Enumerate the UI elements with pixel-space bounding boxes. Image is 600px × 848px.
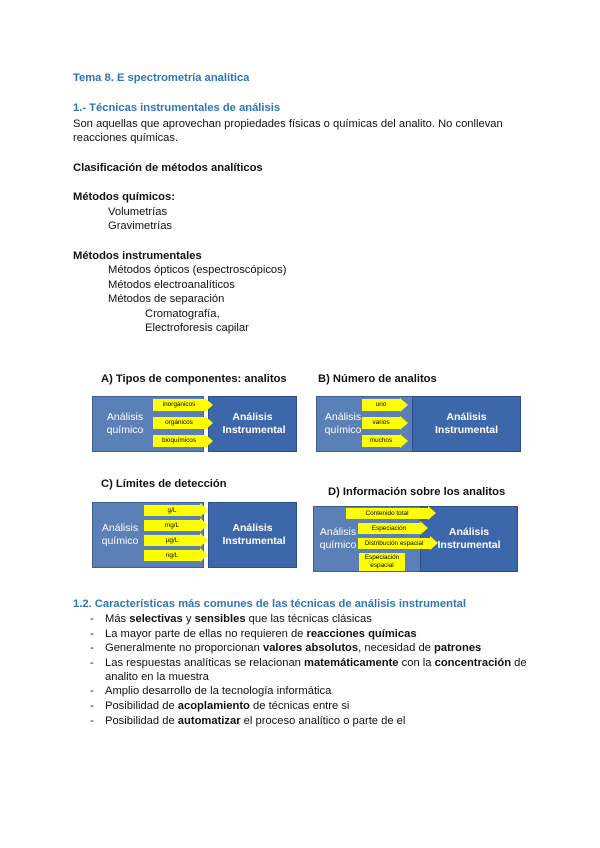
separation-item: Cromatografía,	[145, 308, 220, 320]
diagram-c-arrow	[200, 533, 208, 547]
diagram-a-instrumental-label: Análisis Instrumental	[222, 411, 286, 436]
diagram-b-instrumental-box	[412, 396, 521, 452]
diagram-a-chemical-label: Análisis químico	[106, 411, 144, 436]
list-item: - Las respuestas analíticas se relacionan matemáticamente con la concentración de analito en la muestra	[73, 656, 543, 684]
diagram-d-arrow	[428, 506, 436, 520]
diagram-b-tag: varios	[362, 417, 400, 429]
diagram-b-chemical-label: Análisis químico	[324, 411, 362, 436]
list-item: - Amplio desarrollo de la tecnología informática	[73, 684, 543, 698]
list-item: - La mayor parte de ellas no requieren de reacciones químicas	[73, 627, 543, 641]
diagram-d-tag: Distribución espacial	[358, 538, 430, 549]
diagram-c-arrow	[200, 518, 208, 532]
section1-paragraph: Son aquellas que aprovechan propiedades físicas o químicas del analito. No conllevan reacciones químicas.	[73, 118, 503, 144]
diagram-a-tag: orgánicos	[153, 417, 205, 429]
list-item: - Posibilidad de automatizar el proceso analítico o parte de el	[73, 714, 543, 728]
section12-heading: 1.2. Características más comunes de las técnicas de análisis instrumental	[73, 598, 466, 610]
classification-heading: Clasificación de métodos analíticos	[73, 162, 263, 174]
diagram-c-tag: ng/L	[144, 550, 200, 561]
diagram-b-arrow	[400, 416, 408, 430]
diagram-d-arrow	[420, 521, 428, 535]
diagram-c-instrumental-box	[208, 502, 297, 568]
page-title: Tema 8. E spectrometría analítica	[73, 72, 250, 84]
separation-item: Electroforesis capilar	[145, 322, 249, 334]
diagram-a-instrumental-box	[208, 396, 297, 452]
diagram-a-arrow	[205, 434, 213, 448]
list-item: - Generalmente no proporcionan valores absolutos, necesidad de patrones	[73, 641, 543, 655]
instrumental-item: Métodos de separación	[108, 293, 225, 305]
chemical-item: Volumetrías	[108, 206, 168, 218]
diagram-c-instrumental-label: Análisis Instrumental	[222, 522, 286, 547]
diagram-d-instrumental-label: Análisis Instrumental	[437, 526, 501, 551]
diagram-d-tag: Contenido total	[346, 508, 428, 519]
diagram-b-arrow	[400, 434, 408, 448]
diagram-c-chemical-label: Análisis químico	[101, 522, 139, 547]
diagram-c-arrow	[200, 548, 208, 562]
diagram-b-tag: muchos	[362, 435, 400, 447]
instrumental-item: Métodos ópticos (espectroscópicos)	[108, 264, 287, 276]
diagram-a-title: A) Tipos de componentes: analitos	[101, 373, 287, 385]
chemical-methods-heading: Métodos químicos:	[73, 191, 175, 203]
chemical-item: Gravimetrías	[108, 220, 173, 232]
instrumental-methods-heading: Métodos instrumentales	[73, 250, 202, 262]
diagram-b-tag: uno	[362, 399, 400, 411]
diagram-c-tag: µg/L	[144, 535, 200, 546]
diagram-a-arrow	[205, 398, 213, 412]
instrumental-item: Métodos electroanalíticos	[108, 279, 235, 291]
diagram-d-title: D) Información sobre los analitos	[328, 486, 506, 498]
diagram-c-tag: mg/L	[144, 520, 200, 531]
diagram-b-title: B) Número de analitos	[318, 373, 437, 385]
diagram-b-arrow	[400, 398, 408, 412]
diagram-d-chemical-label: Análisis químico	[319, 526, 357, 551]
diagram-d-arrow	[430, 536, 438, 550]
characteristics-list	[73, 612, 543, 728]
diagram-d-tag: Especiación	[358, 523, 420, 534]
diagram-a-tag: bioquímicos	[153, 435, 205, 447]
diagram-b-instrumental-label: Análisis Instrumental	[434, 411, 498, 436]
list-item: - Posibilidad de acoplamiento de técnicas entre si	[73, 699, 543, 713]
diagram-c-title: C) Límites de detección	[101, 478, 227, 490]
diagram-c-tag: g/L	[144, 505, 200, 516]
diagram-a-arrow	[205, 416, 213, 430]
section1-heading: 1.- Técnicas instrumentales de análisis	[73, 102, 281, 114]
diagram-a-tag: inorgánicos	[153, 399, 205, 411]
list-item: - Más selectivas y sensibles que las técnicas clásicas	[73, 612, 543, 626]
diagram-d-tag: Especiación espacial	[359, 553, 405, 571]
diagram-c-arrow	[200, 503, 208, 517]
